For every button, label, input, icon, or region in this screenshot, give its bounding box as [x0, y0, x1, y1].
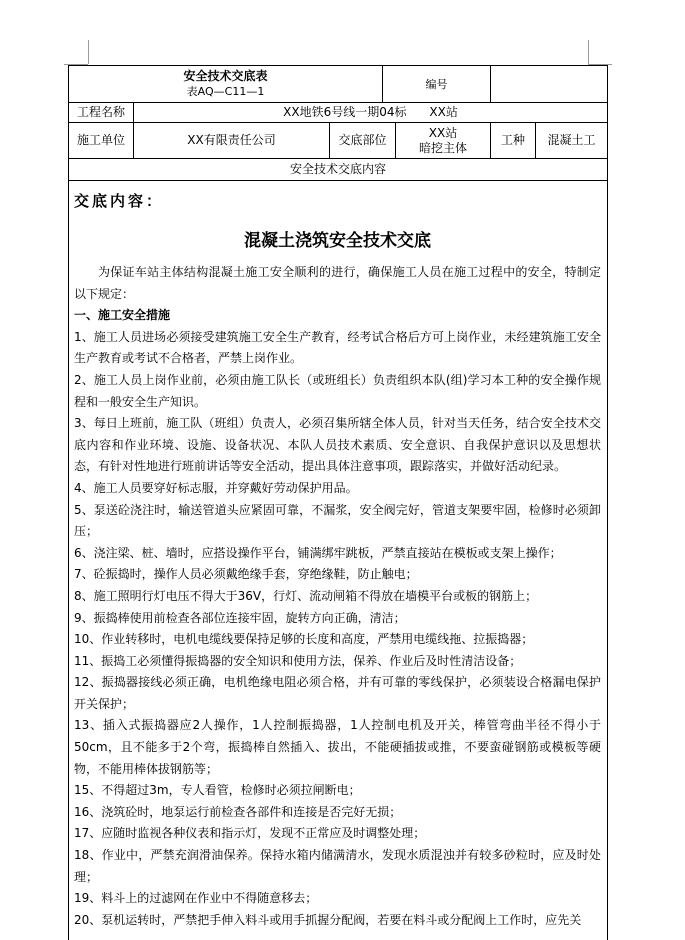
number-label: 编号: [425, 77, 448, 91]
list-item: 5、泵送砼浇注时，输送管道头应紧固可靠，不漏浆，安全阀完好，管道支架要牢固，检修时必须卸压；: [74, 502, 601, 539]
form-header-row: [69, 66, 607, 103]
project-name-label-cell: [69, 103, 133, 122]
list-item: 9、振捣棒使用前检查各部位连接牢固，旋转方向正确，清洁；: [74, 610, 406, 625]
trade-value-cell: [535, 123, 607, 158]
number-label-cell: [382, 66, 490, 102]
unit-value-cell: [133, 123, 329, 158]
safety-briefing-form: [68, 65, 608, 940]
unit-row: [69, 123, 607, 159]
form-code: 表AQ—C11—1: [186, 85, 265, 98]
list-item: 13、插入式振捣器应2人操作，1人控制振捣器，1人控制电机及开关，棒管弯曲半径不得小于50cm，且不能多于2个弯，振捣棒自然插入、拔出，不能硬插拔或推，不要蛮碰钢筋或模板等硬物，不能用棒体拔钢筋等；: [74, 718, 601, 776]
part-label-cell: [329, 123, 395, 158]
form-title: 安全技术交底表: [183, 69, 268, 83]
trade-label: 工种: [500, 133, 525, 147]
crop-mark-top-right-vertical: [588, 40, 589, 64]
list-item: 8、施工照明行灯电压不得大于36V，行灯、流动闸箱不得放在墙模平台或板的钢筋上；: [74, 588, 538, 603]
list-item: 11、振捣工必须懂得振捣器的安全知识和使用方法，保养、作业后及时性清洁设备；: [74, 653, 522, 668]
number-value-cell: [490, 66, 607, 102]
list-item: 19、料斗上的过滤网在作业中不得随意移去；: [74, 891, 318, 906]
list-item: 7、砼振捣时，操作人员必须戴绝缘手套，穿绝缘鞋，防止触电；: [74, 567, 418, 582]
part-label: 交底部位: [338, 133, 387, 147]
form-title-cell: [69, 66, 382, 102]
content-header: 安全技术交底内容: [289, 162, 386, 176]
list-item: 6、浇注梁、桩、墙时，应搭设操作平台，铺满绑牢跳板，严禁直接站在模板或支架上操作；: [74, 545, 562, 560]
unit-value: XX有限责任公司: [187, 133, 276, 147]
list-item: 1、施工人员进场必须接受建筑施工安全生产教育，经考试合格后方可上岗作业，未经建筑施工安全生产教育或考试不合格者，严禁上岗作业。: [74, 329, 601, 366]
list-item: 3、每日上班前，施工队（班组）负责人，必须召集所辖全体人员，针对当天任务，结合安全技术交底内容和作业环境、设施、设备状况、本队人员技术素质、安全意识、自我保护意识以及思想状态，有针对性地进行班前讲话等安全活动，提出具体注意事项，跟踪落实，并做好活动纪录。: [74, 416, 601, 474]
unit-label-cell: [69, 123, 133, 158]
content-header-cell: [69, 159, 607, 180]
list-item: 15、不得超过3m，专人看管，检修时必须拉闸断电；: [74, 783, 361, 798]
trade-label-cell: [490, 123, 535, 158]
list-item: 12、振捣器接线必须正确，电机绝缘电阻必须合格，并有可靠的零线保护，必须装设合格漏电保护开关保护；: [74, 675, 601, 711]
part-value-cell: [395, 123, 490, 158]
document-title: 混凝土浇筑安全技术交底: [244, 231, 431, 251]
part-value-line2: 暗挖主体: [418, 140, 467, 155]
list-item: 10、作业转移时，电机电缆线要保持足够的长度和高度，严禁用电缆线拖、拉振捣器；: [74, 632, 534, 647]
crop-mark-top-left-vertical: [88, 40, 89, 64]
content-label: 交底内容：: [74, 192, 165, 210]
project-name-label: 工程名称: [76, 105, 125, 119]
list-item: 20、泵机运转时，严禁把手伸入料斗或用手抓握分配阀，若要在料斗或分配阀上工作时，应先关: [74, 912, 582, 927]
list-item: 17、应随时监视各种仪表和指示灯，发现不正常应及时调整处理；: [74, 826, 426, 841]
section-heading: 一、施工安全措施: [74, 308, 171, 323]
project-name-value: XX地铁6号线一期04标 XX站: [283, 105, 458, 119]
part-value-line1: XX站: [428, 125, 458, 140]
intro-paragraph: 为保证车站主体结构混凝土施工安全顺利的进行，确保施工人员在施工过程中的安全，特制定以下规定：: [74, 265, 601, 301]
project-name-value-cell: [133, 103, 607, 122]
list-item: 18、作业中，严禁充润滑油保养。保持水箱内储满清水，发现水质混浊并有较多砂粒时，应及时处理；: [74, 848, 601, 884]
list-item: 16、浇筑砼时，地泵运行前检查各部件和连接是否完好无损；: [74, 804, 402, 819]
briefing-content: [69, 182, 607, 931]
list-item: 2、施工人员上岗作业前，必须由施工队长（或班组长）负责组织本队(组)学习本工种的安全操作规程和一般安全生产知识。: [74, 372, 601, 409]
trade-value: 混凝土工: [547, 133, 596, 147]
list-item: 4、施工人员要穿好标志服，并穿戴好劳动保护用品。: [74, 480, 358, 495]
unit-label: 施工单位: [76, 133, 125, 147]
project-row: [69, 103, 607, 123]
content-header-row: [69, 159, 607, 181]
